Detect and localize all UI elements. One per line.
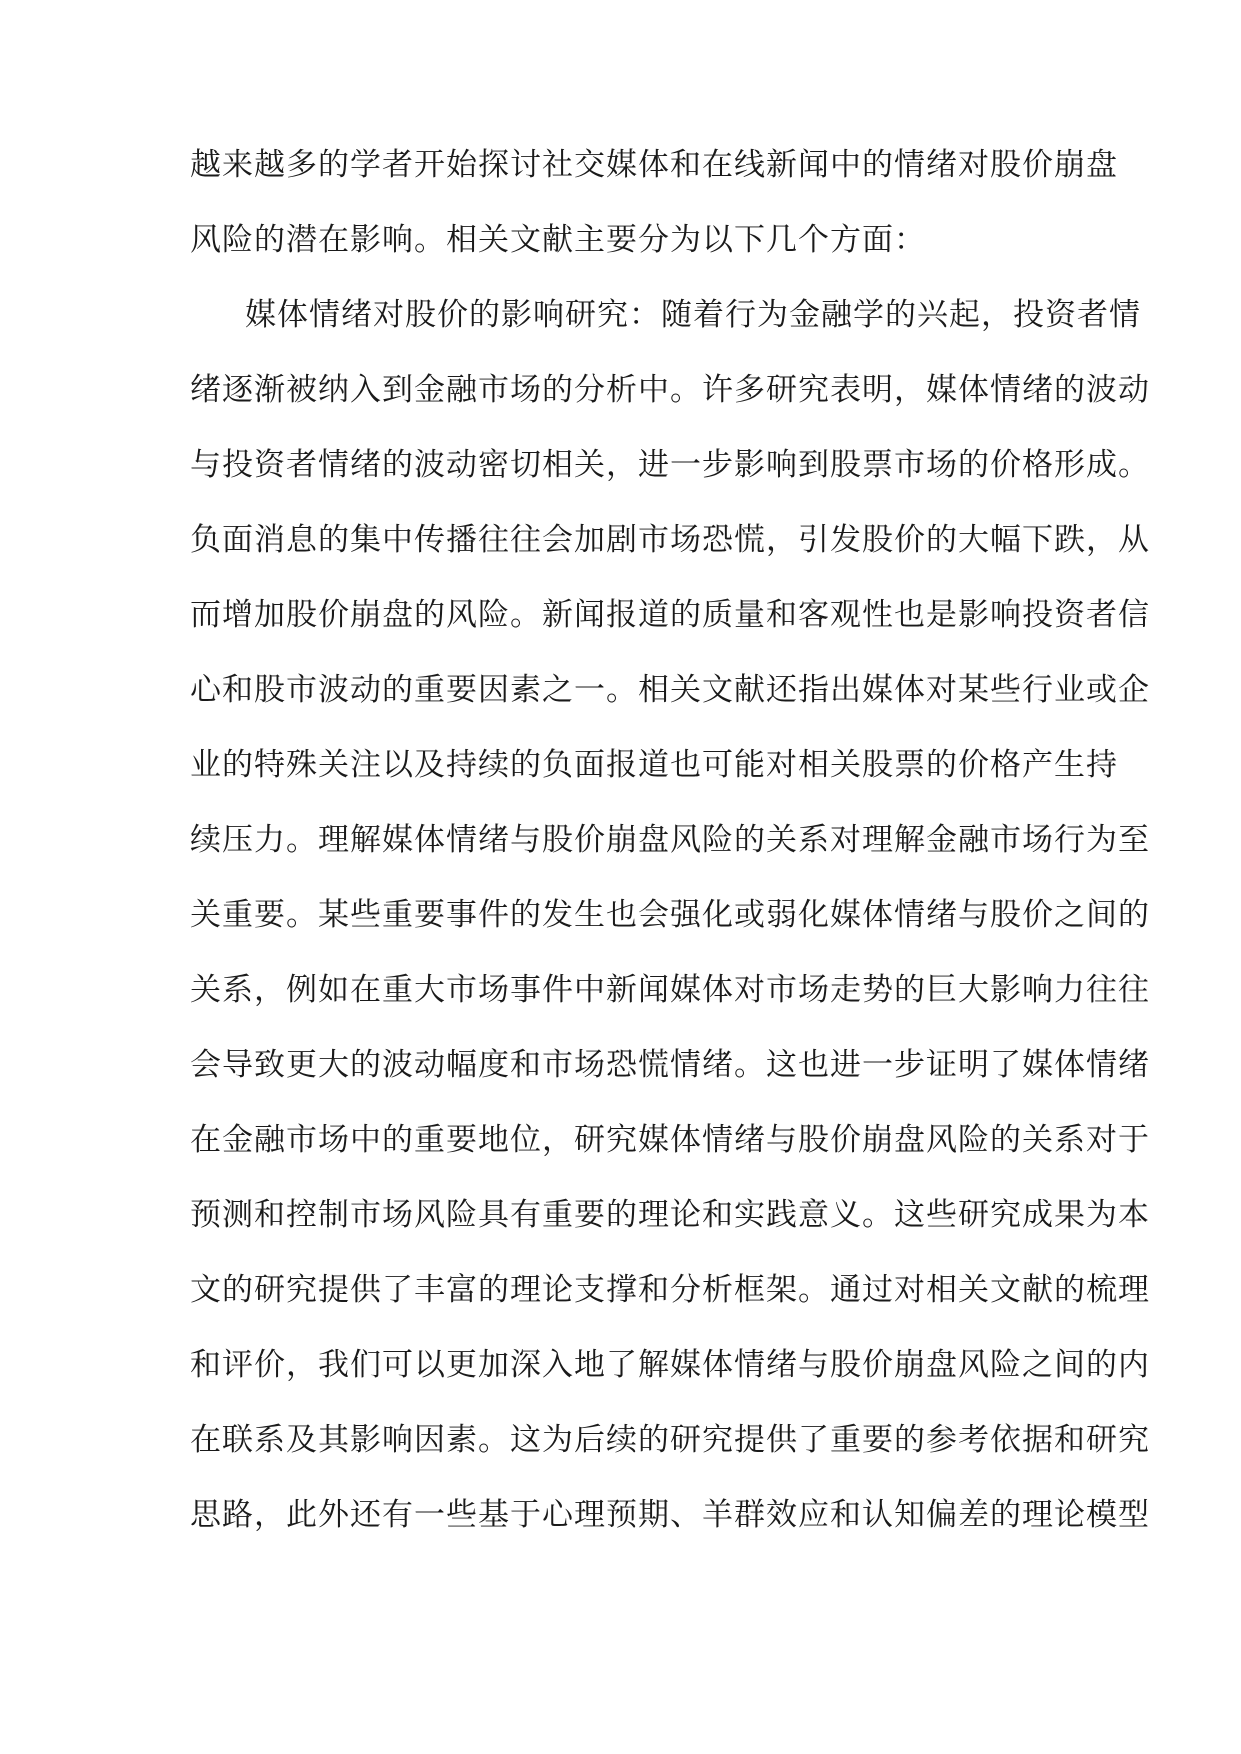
- text-line: 续压力。理解媒体情绪与股价崩盘风险的关系对理解金融市场行为至: [190, 822, 1150, 858]
- text-line: 和评价，我们可以更加深入地了解媒体情绪与股价崩盘风险之间的内: [190, 1347, 1150, 1383]
- text-line: 关重要。某些重要事件的发生也会强化或弱化媒体情绪与股价之间的: [190, 897, 1150, 933]
- text-line: 而增加股价崩盘的风险。新闻报道的质量和客观性也是影响投资者信: [190, 597, 1150, 633]
- text-line: 思路，此外还有一些基于心理预期、羊群效应和认知偏差的理论模型: [190, 1497, 1150, 1533]
- text-line: 负面消息的集中传播往往会加剧市场恐慌，引发股价的大幅下跌，从: [190, 522, 1150, 558]
- text-line: 绪逐渐被纳入到金融市场的分析中。许多研究表明，媒体情绪的波动: [190, 372, 1150, 408]
- text-line: 预测和控制市场风险具有重要的理论和实践意义。这些研究成果为本: [190, 1197, 1150, 1233]
- text-line: 在金融市场中的重要地位，研究媒体情绪与股价崩盘风险的关系对于: [190, 1122, 1150, 1158]
- text-line: 风险的潜在影响。相关文献主要分为以下几个方面：: [190, 222, 926, 258]
- document-body: [190, 135, 1150, 1560]
- paragraph-first-line: 媒体情绪对股价的影响研究：随着行为金融学的兴起，投资者情: [245, 297, 1141, 333]
- text-line: 业的特殊关注以及持续的负面报道也可能对相关股票的价格产生持: [190, 747, 1118, 783]
- text-line: 越来越多的学者开始探讨社交媒体和在线新闻中的情绪对股价崩盘: [190, 147, 1118, 183]
- text-line: 心和股市波动的重要因素之一。相关文献还指出媒体对某些行业或企: [190, 672, 1150, 708]
- text-line: 文的研究提供了丰富的理论支撑和分析框架。通过对相关文献的梳理: [190, 1272, 1150, 1308]
- text-line: 与投资者情绪的波动密切相关，进一步影响到股票市场的价格形成。: [190, 447, 1150, 483]
- text-line: 会导致更大的波动幅度和市场恐慌情绪。这也进一步证明了媒体情绪: [190, 1047, 1150, 1083]
- text-line: 关系，例如在重大市场事件中新闻媒体对市场走势的巨大影响力往往: [190, 972, 1150, 1008]
- text-line: 在联系及其影响因素。这为后续的研究提供了重要的参考依据和研究: [190, 1422, 1150, 1458]
